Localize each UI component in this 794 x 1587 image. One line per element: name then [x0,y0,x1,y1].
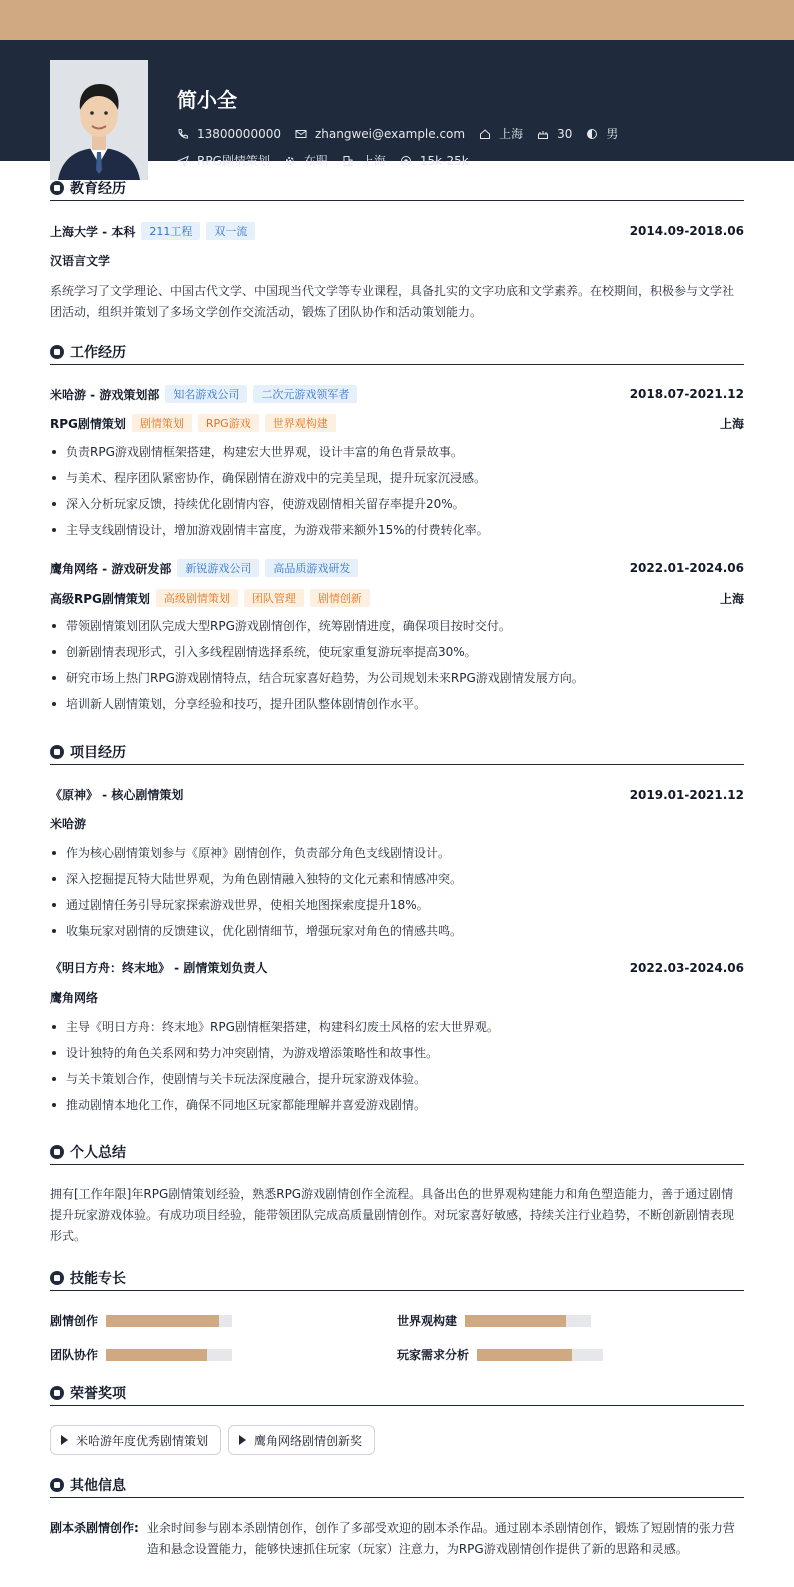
skill-item [50,1312,232,1329]
list-item: 与美术、程序团队紧密协作，确保剧情在游戏中的完美呈现，提升玩家沉浸感。 [50,465,744,491]
city-item [342,152,386,169]
list-item: 作为核心剧情策划参与《原神》剧情创作，负责部分角色支线剧情设计。 [50,840,744,866]
other-section-title: 其他信息 [50,1472,744,1498]
education-description: 系统学习了文学理论、中国古代文学、中国现当代文学等专业课程，具备扎实的文字功底和文学素养。在校期间，积极参与文学社团活动，组织并策划了多场文学创作交流活动，锻炼了团队协作和活动策划能力。 [50,284,735,319]
skill-bar-fill [106,1349,207,1361]
major-name: 汉语言文学 [50,254,111,268]
location-item [479,125,523,142]
status-item [284,152,328,169]
role-tag: 剧情创新 [310,589,370,607]
status-text: 在职 [303,154,328,168]
list-item: 设计独特的角色关系网和势力冲突剧情，为游戏增添策略性和故事性。 [50,1040,744,1066]
contact-row [177,125,632,142]
project-org: 鹰角网络 [50,991,99,1005]
gender-text: 男 [606,127,619,141]
job-intent-row [177,152,483,169]
skill-bar-track [465,1315,591,1327]
play-icon [61,1435,68,1445]
list-item: 主导《明日方舟：终末地》RPG剧情框架搭建，构建科幻废土风格的宏大世界观。 [50,1014,744,1040]
send-icon [177,155,189,167]
school-name: 上海大学 - 本科 [50,224,136,239]
projects-section-title: 项目经历 [50,739,744,765]
list-item: 培训新人剧情策划，分享经验和技巧，提升团队整体剧情创作水平。 [50,691,744,717]
skill-bar-track [106,1349,232,1361]
summary-section-title: 个人总结 [50,1139,744,1165]
school-tag: 211工程 [141,222,200,240]
project-period: 2019.01-2021.12 [629,787,744,802]
other-info-row [50,1518,744,1560]
skill-bar-fill [477,1349,572,1361]
building-icon [342,155,354,167]
top-accent-bar [0,0,794,40]
salary-item [400,154,469,168]
award-name: 鹰角网络剧情创新奖 [254,1433,363,1448]
education-major-row [50,252,744,269]
salary-text: 15k-25k [419,153,469,168]
email-text: zhangwei@example.com [314,126,466,141]
briefcase-icon [50,345,64,359]
job-company-row [50,559,744,577]
project-bullets [50,840,744,944]
company-name: 鹰角网络 - 游戏研发部 [50,561,172,576]
list-item: 负责RPG游戏剧情框架搭建，构建宏大世界观，设计丰富的角色背景故事。 [50,439,744,465]
role-tag: 团队管理 [244,589,304,607]
job-role: 高级RPG剧情策划 [50,591,150,606]
location-text: 上海 [499,127,524,141]
skill-item [50,1346,232,1363]
skill-item [397,1312,591,1329]
trophy-icon [50,1386,64,1400]
other-text: 业余时间参与剧本杀剧情创作，创作了多部受欢迎的剧本杀作品。通过剧本杀剧情创作，锻炼了短剧情的张力营造和悬念设置能力，能够快速抓住玩家（玩家）注意力，为RPG游戏剧情创作提供了新的思路和灵感。 [146,1521,735,1556]
school-tag: 双一流 [206,222,255,240]
list-item: 收集玩家对剧情的反馈建议，优化剧情细节，增强玩家对角色的情感共鸣。 [50,918,744,944]
awards-section-title: 荣誉奖项 [50,1380,744,1406]
education-header-row [50,222,744,240]
coin-icon [400,155,412,167]
skill-name: 世界观构建 [397,1314,458,1328]
job-role-row [50,414,744,432]
project-name: 《明日方舟：终末地》 - 剧情策划负责人 [50,961,268,975]
company-tag: 知名游戏公司 [165,385,247,403]
project-bullets [50,1014,744,1118]
graduation-cap-icon [50,181,64,195]
summary-text: 拥有[工作年限]年RPG剧情策划经验，熟悉RPG游戏剧情创作全流程。具备出色的世界观构建能力和角色塑造能力，善于通过剧情提升玩家游戏体验。有成功项目经验，能带领团队完成高质量剧情创作。对玩家喜好敏感，持续关注行业趋势，不断创新剧情表现形式。 [50,1187,735,1243]
email-item [295,127,465,141]
list-item: 推动剧情本地化工作，确保不同地区玩家都能理解并喜爱游戏剧情。 [50,1092,744,1118]
project-org-row [50,989,744,1006]
list-item: 深入分析玩家反馈，持续优化剧情内容，使游戏剧情相关留存率提升20%。 [50,491,744,517]
list-item: 主导支线剧情设计，增加游戏剧情丰富度，为游戏带来额外15%的付费转化率。 [50,517,744,543]
list-item: 带领剧情策划团队完成大型RPG游戏剧情创作，统筹剧情进度，确保项目按时交付。 [50,613,744,639]
job-role-row [50,589,744,607]
role-tag: RPG游戏 [198,414,259,432]
skill-name: 团队协作 [50,1348,99,1362]
skill-name: 玩家需求分析 [397,1348,470,1362]
company-tag: 新锐游戏公司 [177,559,259,577]
project-org-row [50,815,744,832]
candidate-name: 简小全 [177,88,237,112]
skills-section-title: 技能专长 [50,1265,744,1291]
award-badge [50,1425,221,1455]
age-item [537,127,572,141]
home-icon [479,128,491,140]
list-item: 创新剧情表现形式，引入多线程剧情选择系统，使玩家重复游玩率提高30%。 [50,639,744,665]
award-badge [228,1425,375,1455]
grid-icon [50,745,64,759]
job-period: 2022.01-2024.06 [629,561,744,575]
company-tag: 高品质游戏研发 [265,559,358,577]
job-location: 上海 [719,416,744,431]
phone-text: 13800000000 [197,126,281,141]
list-item: 通过剧情任务引导玩家探索游戏世界，使相关地图探索度提升18%。 [50,892,744,918]
avatar [50,60,148,180]
gear-icon [284,155,296,167]
city-text: 上海 [361,154,386,168]
phone-icon [177,128,189,140]
user-icon [50,1145,64,1159]
info-icon [50,1478,64,1492]
mail-icon [295,128,307,140]
job-bullets [50,439,744,543]
project-name: 《原神》 - 核心剧情策划 [50,788,184,802]
list-item: 深入挖掘提瓦特大陆世界观，为角色剧情融入独特的文化元素和情感冲突。 [50,866,744,892]
list-item: 与关卡策划合作，使剧情与关卡玩法深度融合，提升玩家游戏体验。 [50,1066,744,1092]
position-text: RPG剧情策划 [197,154,270,168]
skill-name: 剧情创作 [50,1314,99,1328]
other-label: 剧本杀剧情创作: [50,1521,139,1535]
gender-icon [586,128,598,140]
skill-bar-track [477,1349,603,1361]
list-item: 研究市场上热门RPG游戏剧情特点，结合玩家喜好趋势，为公司规划未来RPG游戏剧情发展方向。 [50,665,744,691]
job-role: RPG剧情策划 [50,416,126,431]
position-item [177,152,270,169]
skill-bar-fill [465,1315,566,1327]
job-company-row [50,385,744,403]
project-org: 米哈游 [50,817,87,831]
role-tag: 高级剧情策划 [156,589,238,607]
role-tag: 剧情策划 [132,414,192,432]
work-section-title: 工作经历 [50,339,744,365]
skill-bar-fill [106,1315,219,1327]
job-location: 上海 [719,591,744,606]
education-period: 2014.09-2018.06 [629,224,744,238]
project-period: 2022.03-2024.06 [629,960,744,975]
cake-icon [537,128,549,140]
company-tag: 二次元游戏领军者 [253,385,357,403]
gender-item [586,125,618,142]
play-icon [239,1435,246,1445]
company-name: 米哈游 - 游戏策划部 [50,387,160,402]
resume-header [0,40,794,168]
skill-item [397,1346,603,1363]
role-tag: 世界观构建 [265,414,336,432]
job-period: 2018.07-2021.12 [629,387,744,401]
education-section-title: 教育经历 [50,175,744,201]
chart-icon [50,1271,64,1285]
age-text: 30 [557,126,573,141]
job-bullets [50,613,744,717]
project-header-row [50,959,744,976]
project-header-row [50,786,744,803]
award-name: 米哈游年度优秀剧情策划 [76,1433,209,1448]
skill-bar-track [106,1315,232,1327]
phone-item [177,127,281,141]
